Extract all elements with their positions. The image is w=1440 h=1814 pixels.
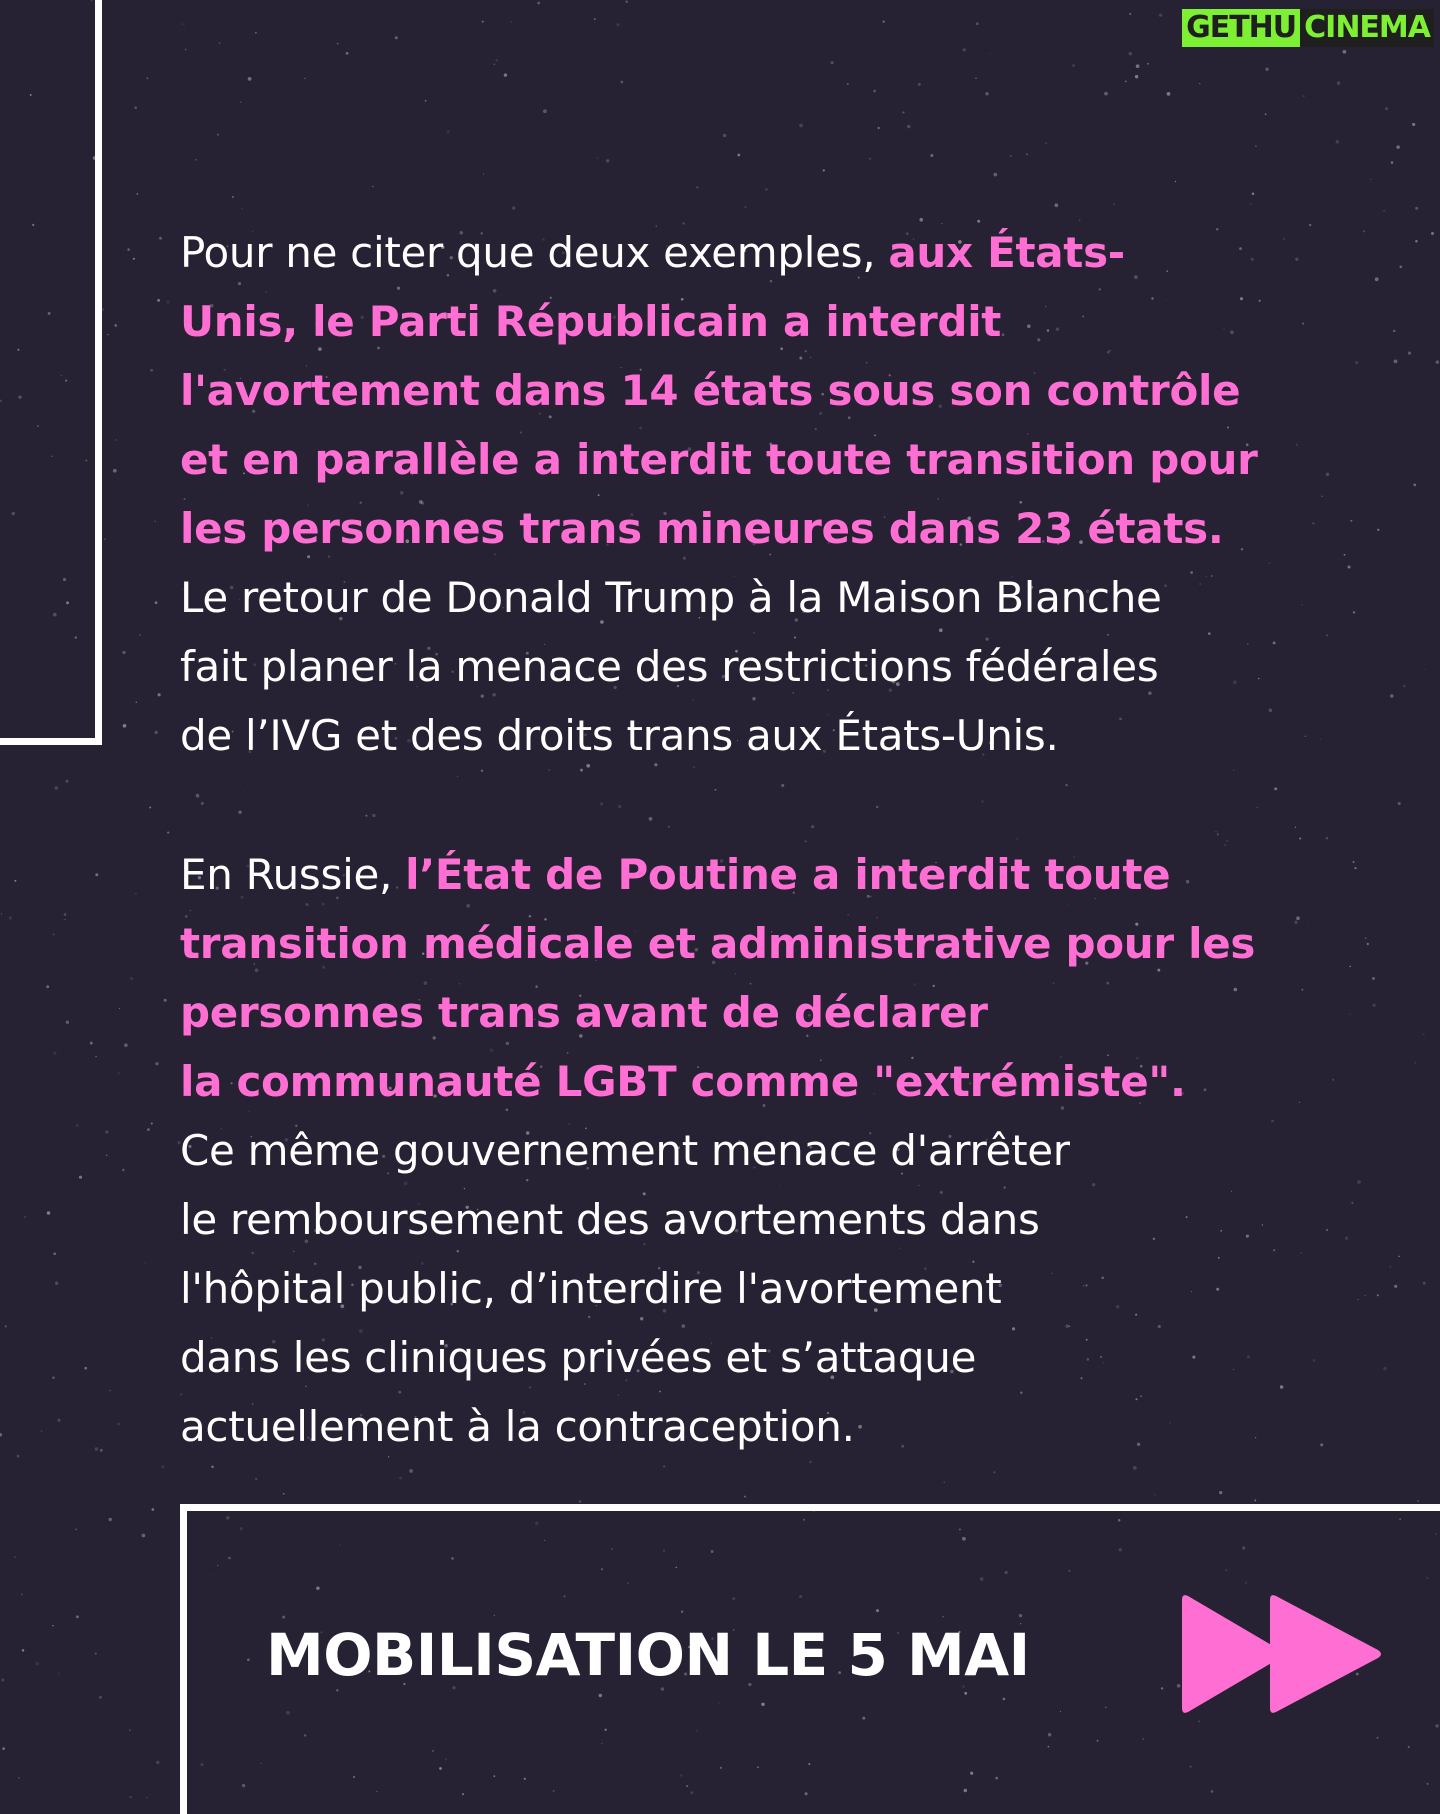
text-line [180,356,1390,425]
body-text: l'hôpital public, d’interdire l'avortement [180,1264,1002,1313]
fast-forward-icon[interactable] [1180,1592,1384,1716]
text-line [180,701,1390,770]
highlighted-text: Unis, le Parti Républicain a interdit [180,297,1002,346]
text-line [180,563,1390,632]
highlighted-text: l’État de Poutine a interdit toute [405,850,1171,899]
text-line [180,1116,1390,1185]
text-line [180,287,1390,356]
paragraph-russia [180,840,1390,1461]
text-line [180,632,1390,701]
highlighted-text: la communauté LGBT comme "extrémiste". [180,1057,1186,1106]
text-line [180,909,1390,978]
text-line [180,425,1390,494]
forward-arrow-1 [1182,1595,1283,1713]
body-text: En Russie, [180,850,406,899]
text-line [180,978,1390,1047]
body-text: actuellement à la contraception. [180,1402,855,1451]
body-text: de l’IVG et des droits trans aux États-Unis. [180,711,1059,760]
text-line [180,1047,1390,1116]
body-text: Le retour de Donald Trump à la Maison Blanche [180,573,1162,622]
text-line [180,1185,1390,1254]
watermark-logo [1182,9,1434,47]
highlighted-text: et en parallèle a interdit toute transition pour [180,435,1258,484]
text-line [180,1323,1390,1392]
top-left-frame [0,0,102,745]
body-text: Pour ne citer que deux exemples, [180,228,889,277]
highlighted-text: l'avortement dans 14 états sous son contrôle [180,366,1241,415]
logo-part-1: GETHU [1182,9,1300,47]
forward-arrow-2 [1270,1595,1381,1713]
text-line [180,1392,1390,1461]
text-line [180,218,1390,287]
body-text: Ce même gouvernement menace d'arrêter [180,1126,1070,1175]
body-text: le remboursement des avortements dans [180,1195,1040,1244]
mobilisation-label: MOBILISATION LE 5 MAI [266,1621,1030,1689]
text-line [180,494,1390,563]
text-line [180,1254,1390,1323]
logo-part-2: CINEMA [1300,9,1434,47]
body-text: dans les cliniques privées et s’attaque [180,1333,977,1382]
highlighted-text: aux États- [888,228,1125,277]
highlighted-text: personnes trans avant de déclarer [180,988,988,1037]
highlighted-text: les personnes trans mineures dans 23 états. [180,504,1224,553]
text-line [180,840,1390,909]
paragraph-usa [180,218,1390,770]
highlighted-text: transition médicale et administrative pour les [180,919,1256,968]
body-text: fait planer la menace des restrictions fédérales [180,642,1159,691]
